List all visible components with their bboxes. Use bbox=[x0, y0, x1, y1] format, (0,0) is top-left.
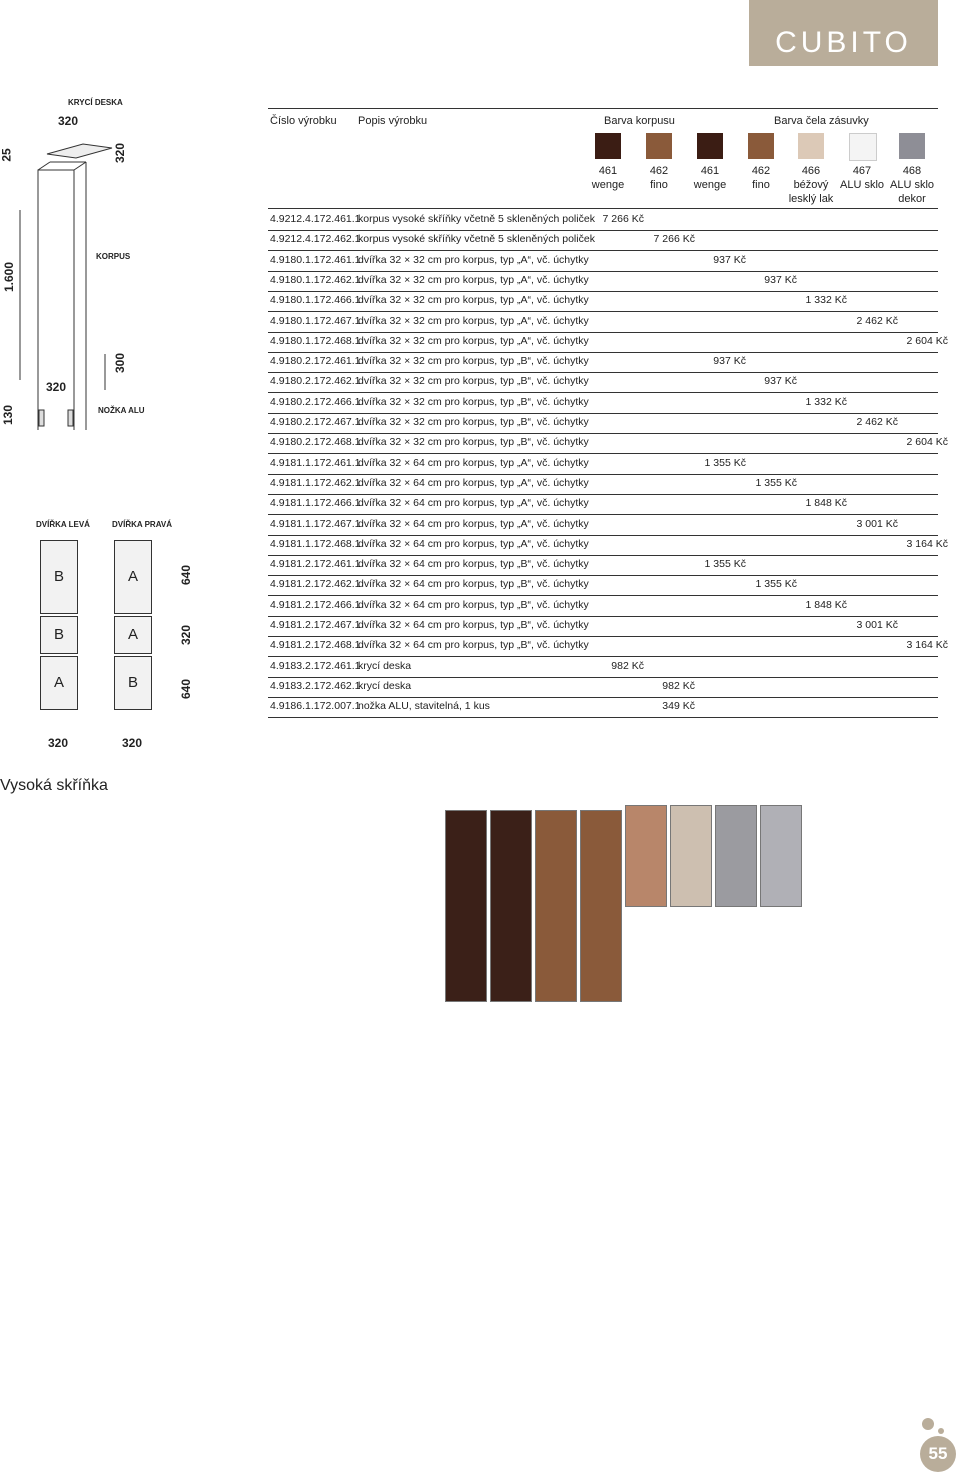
product-images bbox=[445, 780, 805, 1030]
product-desc: korpus vysoké skříňky včetně 5 skleněných poliček bbox=[358, 233, 595, 246]
door-type-label: B bbox=[53, 626, 64, 643]
column-header-line: lesklý lak bbox=[788, 193, 834, 205]
product-desc: krycí deska bbox=[358, 679, 412, 692]
product-code: 4.9181.1.172.462.1 bbox=[270, 476, 361, 489]
product-code: 4.9180.1.172.467.1 bbox=[270, 314, 361, 327]
dim-320-right: 320 bbox=[122, 736, 143, 750]
product-desc: dvířka 32 × 64 cm pro korpus, typ „A“, vč. úchytky bbox=[358, 537, 589, 550]
door-type-label: A bbox=[53, 674, 64, 691]
table-row bbox=[268, 474, 938, 495]
product-price: 2 604 Kč bbox=[906, 436, 948, 449]
dim-300: 300 bbox=[113, 352, 128, 374]
column-header-line: 466 bbox=[801, 165, 821, 177]
cabinet-image bbox=[535, 810, 577, 1002]
column-header-line: ALU sklo bbox=[839, 179, 885, 191]
color-swatch bbox=[595, 133, 621, 159]
column-header-line: béžový bbox=[793, 179, 829, 191]
product-code: 4.9180.2.172.462.1 bbox=[270, 375, 361, 388]
product-price: 349 Kč bbox=[662, 700, 695, 713]
table-row bbox=[268, 271, 938, 292]
product-desc: dvířka 32 × 32 cm pro korpus, typ „B“, vč. úchytky bbox=[358, 395, 589, 408]
product-desc: dvířka 32 × 64 cm pro korpus, typ „B“, vč. úchytky bbox=[358, 619, 589, 631]
product-code: 4.9181.2.172.466.1 bbox=[270, 598, 361, 611]
table-row bbox=[268, 657, 938, 678]
column-header-line: 462 bbox=[649, 165, 669, 177]
product-desc: dvířka 32 × 32 cm pro korpus, typ „A“, vč. úchytky bbox=[358, 273, 589, 286]
product-price: 982 Kč bbox=[611, 659, 644, 672]
product-price: 1 848 Kč bbox=[805, 598, 847, 611]
column-header-line: fino bbox=[752, 179, 770, 191]
column-header-line: wenge bbox=[693, 179, 727, 191]
table-row bbox=[268, 230, 938, 251]
table-row bbox=[268, 312, 938, 333]
product-code: 4.9180.2.172.461.1 bbox=[270, 355, 361, 368]
header-korpus: Barva korpusu bbox=[604, 115, 675, 127]
product-code: 4.9180.1.172.462.1 bbox=[270, 273, 361, 286]
product-price: 1 332 Kč bbox=[805, 294, 847, 307]
dim-130: 130 bbox=[1, 404, 16, 426]
table-row bbox=[268, 433, 948, 454]
door-panel bbox=[114, 616, 152, 654]
door-panel bbox=[40, 540, 78, 614]
table-row bbox=[268, 352, 938, 373]
product-price: 7 266 Kč bbox=[653, 233, 695, 246]
column-header-line: ALU sklo bbox=[889, 179, 935, 191]
product-price: 1 355 Kč bbox=[704, 558, 746, 571]
table-row bbox=[268, 636, 948, 657]
column-header bbox=[633, 164, 685, 192]
color-swatch bbox=[849, 133, 877, 161]
product-desc: krycí deska bbox=[358, 659, 412, 672]
product-code: 4.9181.1.172.466.1 bbox=[270, 497, 361, 510]
column-header bbox=[785, 164, 837, 206]
product-code: 4.9180.1.172.466.1 bbox=[270, 294, 361, 307]
cabinet-drawing bbox=[0, 90, 200, 430]
product-code: 4.9180.1.172.461.1 bbox=[270, 253, 361, 266]
product-code: 4.9181.2.172.461.1 bbox=[270, 558, 361, 571]
column-header-line: dekor bbox=[898, 193, 926, 205]
column-header bbox=[886, 164, 938, 206]
product-price: 1 355 Kč bbox=[755, 578, 797, 591]
product-code: 4.9212.4.172.461.1 bbox=[270, 213, 361, 225]
product-price: 937 Kč bbox=[713, 355, 746, 368]
column-header-line: fino bbox=[650, 179, 668, 191]
label-dvirka-prava: DVÍŘKA PRAVÁ bbox=[112, 520, 173, 529]
label-nozka: NOŽKA ALU bbox=[98, 406, 145, 415]
product-code: 4.9181.2.172.468.1 bbox=[270, 639, 361, 652]
table-row bbox=[268, 616, 938, 637]
product-desc: dvířka 32 × 32 cm pro korpus, typ „A“, vč. úchytky bbox=[358, 334, 589, 347]
label-kryci-deska: KRYCÍ DESKA bbox=[68, 98, 123, 107]
table-row bbox=[268, 210, 938, 231]
column-header-line: wenge bbox=[591, 179, 625, 191]
product-desc: dvířka 32 × 64 cm pro korpus, typ „B“, vč. úchytky bbox=[358, 558, 589, 571]
table-row bbox=[268, 454, 938, 475]
technical-drawing bbox=[0, 90, 200, 760]
table-row bbox=[268, 596, 938, 617]
brand-logo: CUBITO bbox=[749, 0, 938, 66]
page-number: 55 bbox=[920, 1436, 956, 1472]
product-price: 937 Kč bbox=[764, 375, 797, 388]
column-header bbox=[684, 164, 736, 192]
header-desc: Popis výrobku bbox=[358, 115, 428, 127]
product-desc: dvířka 32 × 32 cm pro korpus, typ „A“, vč. úchytky bbox=[358, 314, 589, 327]
product-code: 4.9186.1.172.007.1 bbox=[270, 700, 361, 713]
label-dvirka-leva: DVÍŘKA LEVÁ bbox=[36, 520, 90, 529]
product-price: 1 355 Kč bbox=[755, 476, 797, 489]
color-swatch bbox=[697, 133, 723, 159]
table-row bbox=[268, 372, 938, 393]
product-code: 4.9181.2.172.467.1 bbox=[270, 619, 361, 631]
column-header bbox=[735, 164, 787, 192]
product-code: 4.9181.2.172.462.1 bbox=[270, 578, 361, 591]
table-row bbox=[268, 291, 938, 312]
product-price: 3 164 Kč bbox=[906, 537, 948, 550]
product-price: 937 Kč bbox=[764, 273, 797, 286]
column-header-line: 462 bbox=[751, 165, 771, 177]
product-desc: dvířka 32 × 64 cm pro korpus, typ „B“, vč. úchytky bbox=[358, 578, 589, 591]
table-row bbox=[268, 413, 938, 434]
product-desc: dvířka 32 × 32 cm pro korpus, typ „B“, vč. úchytky bbox=[358, 355, 589, 368]
door-panel bbox=[114, 656, 152, 710]
door-panel bbox=[40, 656, 78, 710]
header-code: Číslo výrobku bbox=[270, 115, 337, 127]
cabinet-image bbox=[445, 810, 487, 1002]
table-row bbox=[268, 677, 938, 698]
table-row bbox=[268, 575, 938, 596]
product-code: 4.9181.1.172.467.1 bbox=[270, 517, 361, 530]
column-header-line: 468 bbox=[902, 165, 922, 177]
door-panel bbox=[114, 540, 152, 614]
color-swatch bbox=[798, 133, 824, 159]
dim-1600: 1.600 bbox=[2, 261, 17, 293]
table-row bbox=[268, 697, 938, 718]
header-bottom-line bbox=[268, 208, 938, 209]
column-header bbox=[836, 164, 888, 192]
table-row bbox=[268, 251, 938, 272]
dim-320-left: 320 bbox=[48, 736, 69, 750]
product-desc: dvířka 32 × 64 cm pro korpus, typ „B“, vč. úchytky bbox=[358, 639, 589, 652]
table-row bbox=[268, 555, 938, 576]
product-code: 4.9181.1.172.468.1 bbox=[270, 537, 361, 550]
product-code: 4.9183.2.172.461.1 bbox=[270, 659, 361, 672]
door-type-label: B bbox=[53, 568, 64, 585]
column-header-line: 461 bbox=[598, 165, 618, 177]
dim-25: 25 bbox=[0, 148, 14, 162]
header-front: Barva čela zásuvky bbox=[774, 115, 869, 127]
product-price: 3 001 Kč bbox=[856, 619, 898, 631]
cabinet-image bbox=[715, 805, 757, 907]
dim-640b: 640 bbox=[179, 678, 194, 700]
color-swatch bbox=[748, 133, 774, 159]
decor-dot-small bbox=[938, 1428, 944, 1434]
product-price: 1 848 Kč bbox=[805, 497, 847, 510]
product-price: 7 266 Kč bbox=[602, 213, 644, 225]
dim-640a: 640 bbox=[179, 564, 194, 586]
product-desc: dvířka 32 × 64 cm pro korpus, typ „B“, vč. úchytky bbox=[358, 598, 589, 611]
column-header-line: 467 bbox=[852, 165, 872, 177]
product-desc: dvířka 32 × 32 cm pro korpus, typ „B“, vč. úchytky bbox=[358, 416, 589, 428]
product-desc: nožka ALU, stavitelná, 1 kus bbox=[358, 700, 490, 713]
product-price: 2 604 Kč bbox=[906, 334, 948, 347]
product-desc: dvířka 32 × 32 cm pro korpus, typ „A“, vč. úchytky bbox=[358, 294, 589, 307]
table-row bbox=[268, 515, 938, 536]
table-row bbox=[268, 332, 948, 353]
product-desc: dvířka 32 × 64 cm pro korpus, typ „A“, vč. úchytky bbox=[358, 456, 589, 469]
header-line bbox=[268, 108, 938, 109]
cabinet-image bbox=[670, 805, 712, 907]
table-row bbox=[268, 535, 948, 556]
color-swatch bbox=[899, 133, 925, 159]
dim-320-side: 320 bbox=[113, 142, 128, 164]
product-price: 937 Kč bbox=[713, 253, 746, 266]
table-row bbox=[268, 393, 938, 414]
table-row bbox=[268, 494, 938, 515]
column-header bbox=[582, 164, 634, 192]
product-desc: korpus vysoké skříňky včetně 5 skleněných poliček bbox=[358, 213, 595, 225]
section-title: Vysoká skříňka bbox=[0, 777, 108, 794]
dim-320b: 320 bbox=[179, 624, 194, 646]
product-price: 1 332 Kč bbox=[805, 395, 847, 408]
product-price: 3 001 Kč bbox=[856, 517, 898, 530]
door-type-label: A bbox=[127, 626, 138, 643]
product-price: 3 164 Kč bbox=[906, 639, 948, 652]
cabinet-image bbox=[490, 810, 532, 1002]
product-price: 2 462 Kč bbox=[856, 416, 898, 428]
product-desc: dvířka 32 × 32 cm pro korpus, typ „B“, vč. úchytky bbox=[358, 436, 589, 449]
column-header-line: 461 bbox=[700, 165, 720, 177]
product-desc: dvířka 32 × 64 cm pro korpus, typ „A“, vč. úchytky bbox=[358, 497, 589, 510]
door-panel bbox=[40, 616, 78, 654]
cabinet-image bbox=[760, 805, 802, 907]
decor-dot bbox=[922, 1418, 934, 1430]
door-type-label: B bbox=[127, 674, 138, 691]
product-code: 4.9212.4.172.462.1 bbox=[270, 233, 361, 246]
dim-top-width: 320 bbox=[58, 114, 79, 128]
label-korpus: KORPUS bbox=[96, 252, 131, 261]
product-desc: dvířka 32 × 64 cm pro korpus, typ „A“, vč. úchytky bbox=[358, 476, 589, 489]
product-desc: dvířka 32 × 32 cm pro korpus, typ „A“, vč. úchytky bbox=[358, 253, 589, 266]
product-code: 4.9181.1.172.461.1 bbox=[270, 456, 361, 469]
product-desc: dvířka 32 × 64 cm pro korpus, typ „A“, vč. úchytky bbox=[358, 517, 589, 530]
product-code: 4.9183.2.172.462.1 bbox=[270, 679, 361, 692]
dim-320-mid: 320 bbox=[46, 380, 67, 394]
product-desc: dvířka 32 × 32 cm pro korpus, typ „B“, vč. úchytky bbox=[358, 375, 589, 388]
product-price: 1 355 Kč bbox=[704, 456, 746, 469]
product-code: 4.9180.2.172.467.1 bbox=[270, 416, 361, 428]
product-code: 4.9180.2.172.468.1 bbox=[270, 436, 361, 449]
product-price: 2 462 Kč bbox=[856, 314, 898, 327]
product-code: 4.9180.2.172.466.1 bbox=[270, 395, 361, 408]
door-type-label: A bbox=[127, 568, 138, 585]
cabinet-image bbox=[580, 810, 622, 1002]
product-code: 4.9180.1.172.468.1 bbox=[270, 334, 361, 347]
product-price: 982 Kč bbox=[662, 679, 695, 692]
color-swatch bbox=[646, 133, 672, 159]
cabinet-image bbox=[625, 805, 667, 907]
